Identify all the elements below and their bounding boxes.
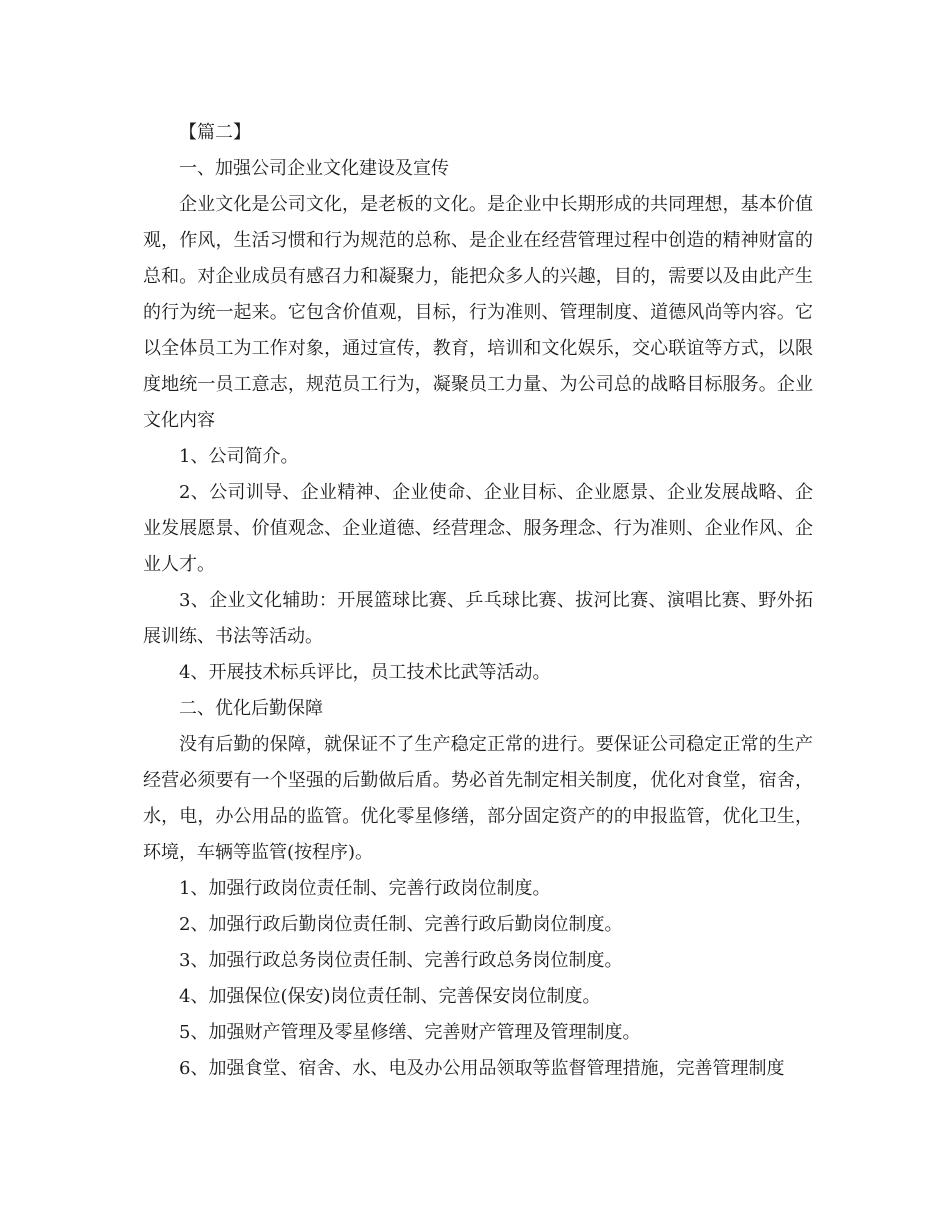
list-item: 2、公司训导、企业精神、企业使命、企业目标、企业愿景、企业发展战略、企业发展愿景、价值观念、企业道德、经营理念、服务理念、行为准则、企业作风、企业人才。 [143, 482, 813, 575]
document-body [143, 115, 813, 1087]
paragraph-logistics-intro: 没有后勤的保障，就保证不了生产稳定正常的进行。要保证公司稳定正常的生产经营必须要有一个坚强的后勤做后盾。势必首先制定相关制度，优化对食堂，宿舍，水，电，办公用品的监管。优化零星修缮，部分固定资产的的申报监管，优化卫生，环境，车辆等监管(按程序)。 [143, 734, 813, 863]
list-item: 4、开展技术标兵评比，员工技术比武等活动。 [179, 662, 551, 683]
list-item: 1、公司简介。 [179, 446, 299, 467]
list-item: 2、加强行政后勤岗位责任制、完善行政后勤岗位制度。 [179, 914, 623, 935]
heading-logistics: 二、优化后勤保障 [179, 698, 323, 719]
list-item: 6、加强食堂、宿舍、水、电及办公用品领取等监督管理措施，完善管理制度 [179, 1058, 785, 1079]
list-item: 4、加强保位(保安)岗位责任制、完善保安岗位制度。 [179, 986, 601, 1007]
list-item: 3、企业文化辅助：开展篮球比赛、乒乓球比赛、拔河比赛、演唱比赛、野外拓展训练、书法等活动。 [143, 590, 813, 647]
section-tag: 【篇二】 [179, 122, 251, 143]
list-item: 5、加强财产管理及零星修缮、完善财产管理及管理制度。 [179, 1022, 641, 1043]
heading-culture: 一、加强公司企业文化建设及宣传 [179, 158, 449, 179]
paragraph-culture-intro: 企业文化是公司文化，是老板的文化。是企业中长期形成的共同理想，基本价值观，作风，生活习惯和行为规范的总称、是企业在经营管理过程中创造的精神财富的总和。对企业成员有感召力和凝聚力，能把众多人的兴趣，目的，需要以及由此产生的行为统一起来。它包含价值观，目标，行为准则、管理制度、道德风尚等内容。它以全体员工为工作对象，通过宣传，教育，培训和文化娱乐，交心联谊等方式，以限度地统一员工意志，规范员工行为，凝聚员工力量、为公司总的战略目标服务。企业文化内容 [143, 194, 813, 431]
list-item: 3、加强行政总务岗位责任制、完善行政总务岗位制度。 [179, 950, 623, 971]
list-item: 1、加强行政岗位责任制、完善行政岗位制度。 [179, 878, 551, 899]
